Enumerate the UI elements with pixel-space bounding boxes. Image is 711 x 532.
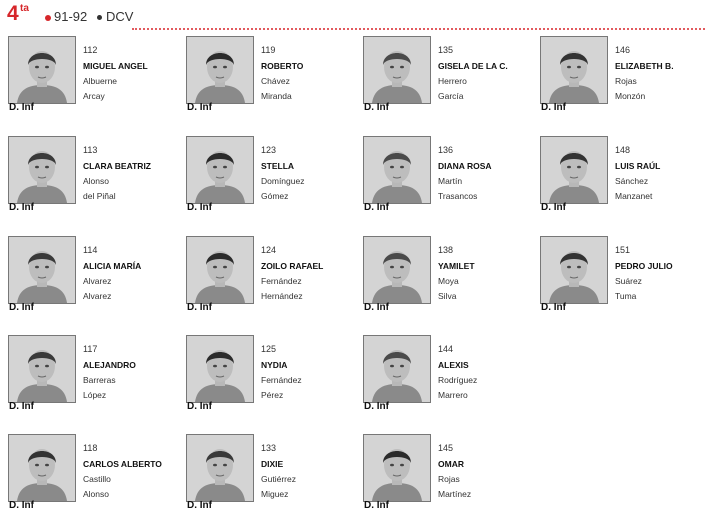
student-card xyxy=(8,335,178,433)
student-photo xyxy=(540,36,608,104)
student-faculty: D. Inf xyxy=(9,500,34,511)
student-first-surname: Suárez xyxy=(615,276,642,286)
student-first-surname: Herrero xyxy=(438,76,467,86)
student-photo xyxy=(186,236,254,304)
student-given-name: YAMILET xyxy=(438,261,475,271)
student-given-name: ROBERTO xyxy=(261,61,304,71)
student-card xyxy=(186,136,356,234)
student-photo xyxy=(363,36,431,104)
student-photo xyxy=(186,136,254,204)
student-second-surname: Alvarez xyxy=(83,291,112,301)
student-card xyxy=(8,434,178,532)
student-number: 145 xyxy=(438,443,454,453)
student-card xyxy=(363,335,533,433)
red-bullet-icon xyxy=(45,15,51,21)
student-card xyxy=(8,36,178,134)
student-first-surname: Rojas xyxy=(438,474,460,484)
student-first-surname: Domínguez xyxy=(261,176,305,186)
student-second-surname: Martínez xyxy=(438,489,472,499)
academic-years: 91-92 xyxy=(54,9,88,24)
student-given-name: CLARA BEATRIZ xyxy=(83,161,151,171)
student-first-surname: Sánchez xyxy=(615,176,649,186)
student-faculty: D. Inf xyxy=(541,102,566,113)
student-faculty: D. Inf xyxy=(541,202,566,213)
student-faculty: D. Inf xyxy=(187,401,212,412)
section-code: DCV xyxy=(106,9,134,24)
student-first-surname: Alonso xyxy=(83,176,109,186)
student-first-surname: Gutiérrez xyxy=(261,474,296,484)
page-header xyxy=(0,0,711,32)
student-first-surname: Rojas xyxy=(615,76,637,86)
student-faculty: D. Inf xyxy=(9,102,34,113)
student-card xyxy=(540,236,710,334)
student-number: 135 xyxy=(438,45,454,55)
student-faculty: D. Inf xyxy=(187,500,212,511)
student-faculty: D. Inf xyxy=(541,302,566,313)
student-first-surname: Moya xyxy=(438,276,459,286)
student-card xyxy=(8,236,178,334)
dotted-divider xyxy=(132,28,705,30)
student-given-name: STELLA xyxy=(261,161,295,171)
student-first-surname: Albuerne xyxy=(83,76,118,86)
student-given-name: OMAR xyxy=(438,459,464,469)
student-number: 151 xyxy=(615,245,631,255)
course-suffix: ta xyxy=(20,3,29,14)
student-number: 146 xyxy=(615,45,631,55)
student-first-surname: Martín xyxy=(438,176,463,186)
student-number: 124 xyxy=(261,245,277,255)
student-given-name: MIGUEL ANGEL xyxy=(83,61,148,71)
student-faculty: D. Inf xyxy=(9,401,34,412)
student-card xyxy=(540,36,710,134)
student-photo xyxy=(186,335,254,403)
student-number: 112 xyxy=(83,45,98,55)
student-first-surname: Fernández xyxy=(261,375,302,385)
student-card xyxy=(363,136,533,234)
student-second-surname: Manzanet xyxy=(615,191,653,201)
student-faculty: D. Inf xyxy=(187,302,212,313)
student-photo xyxy=(540,236,608,304)
student-number: 144 xyxy=(438,344,454,354)
student-photo xyxy=(8,335,76,403)
student-given-name: ALEJANDRO xyxy=(83,360,136,370)
student-card xyxy=(186,335,356,433)
student-number: 133 xyxy=(261,443,277,453)
student-given-name: ELIZABETH B. xyxy=(615,61,674,71)
student-first-surname: Alvarez xyxy=(83,276,112,286)
student-card xyxy=(540,136,710,234)
student-number: 118 xyxy=(83,443,98,453)
student-first-surname: Barreras xyxy=(83,375,116,385)
student-number: 114 xyxy=(83,245,98,255)
student-second-surname: Tuma xyxy=(615,291,637,301)
student-second-surname: López xyxy=(83,390,107,400)
student-photo xyxy=(363,236,431,304)
student-card xyxy=(363,434,533,532)
student-photo xyxy=(186,36,254,104)
student-given-name: PEDRO JULIO xyxy=(615,261,673,271)
course-number: 4 xyxy=(7,2,18,25)
student-second-surname: Miguez xyxy=(261,489,289,499)
student-first-surname: Fernández xyxy=(261,276,302,286)
student-number: 136 xyxy=(438,145,454,155)
student-photo xyxy=(363,136,431,204)
student-second-surname: Trasancos xyxy=(438,191,478,201)
student-number: 123 xyxy=(261,145,277,155)
student-number: 148 xyxy=(615,145,631,155)
student-faculty: D. Inf xyxy=(364,401,389,412)
student-given-name: LUIS RAÚL xyxy=(615,161,661,171)
student-photo xyxy=(8,136,76,204)
student-photo xyxy=(540,136,608,204)
student-second-surname: Silva xyxy=(438,291,457,301)
student-second-surname: del Piñal xyxy=(83,191,116,201)
student-faculty: D. Inf xyxy=(187,102,212,113)
student-first-surname: Chávez xyxy=(261,76,290,86)
student-faculty: D. Inf xyxy=(9,202,34,213)
student-card xyxy=(363,236,533,334)
student-photo xyxy=(8,434,76,502)
student-number: 138 xyxy=(438,245,454,255)
student-given-name: GISELA DE LA C. xyxy=(438,61,508,71)
student-given-name: NYDIA xyxy=(261,360,288,370)
student-second-surname: Monzón xyxy=(615,91,646,101)
student-faculty: D. Inf xyxy=(364,302,389,313)
student-second-surname: Arcay xyxy=(83,91,105,101)
student-given-name: CARLOS ALBERTO xyxy=(83,459,162,469)
student-second-surname: Marrero xyxy=(438,390,468,400)
student-second-surname: Hernández xyxy=(261,291,303,301)
black-bullet-icon xyxy=(97,15,102,20)
student-given-name: ALEXIS xyxy=(438,360,469,370)
student-photo xyxy=(8,236,76,304)
student-given-name: ZOILO RAFAEL xyxy=(261,261,324,271)
student-given-name: DIANA ROSA xyxy=(438,161,492,171)
student-given-name: ALICIA MARÍA xyxy=(83,261,142,271)
student-number: 117 xyxy=(83,344,98,354)
student-photo xyxy=(363,335,431,403)
student-faculty: D. Inf xyxy=(364,102,389,113)
student-first-surname: Castillo xyxy=(83,474,111,484)
student-card xyxy=(363,36,533,134)
student-number: 119 xyxy=(261,45,276,55)
student-photo xyxy=(186,434,254,502)
student-given-name: DIXIE xyxy=(261,459,284,469)
student-card xyxy=(186,36,356,134)
student-card xyxy=(8,136,178,234)
student-faculty: D. Inf xyxy=(364,500,389,511)
student-second-surname: Alonso xyxy=(83,489,109,499)
student-faculty: D. Inf xyxy=(9,302,34,313)
student-photo xyxy=(363,434,431,502)
student-second-surname: Miranda xyxy=(261,91,292,101)
student-number: 113 xyxy=(83,145,98,155)
student-second-surname: Pérez xyxy=(261,390,284,400)
student-card xyxy=(186,434,356,532)
student-number: 125 xyxy=(261,344,277,354)
student-second-surname: García xyxy=(438,91,464,101)
student-first-surname: Rodríguez xyxy=(438,375,478,385)
student-card xyxy=(186,236,356,334)
student-faculty: D. Inf xyxy=(364,202,389,213)
student-second-surname: Gómez xyxy=(261,191,289,201)
student-faculty: D. Inf xyxy=(187,202,212,213)
student-photo xyxy=(8,36,76,104)
